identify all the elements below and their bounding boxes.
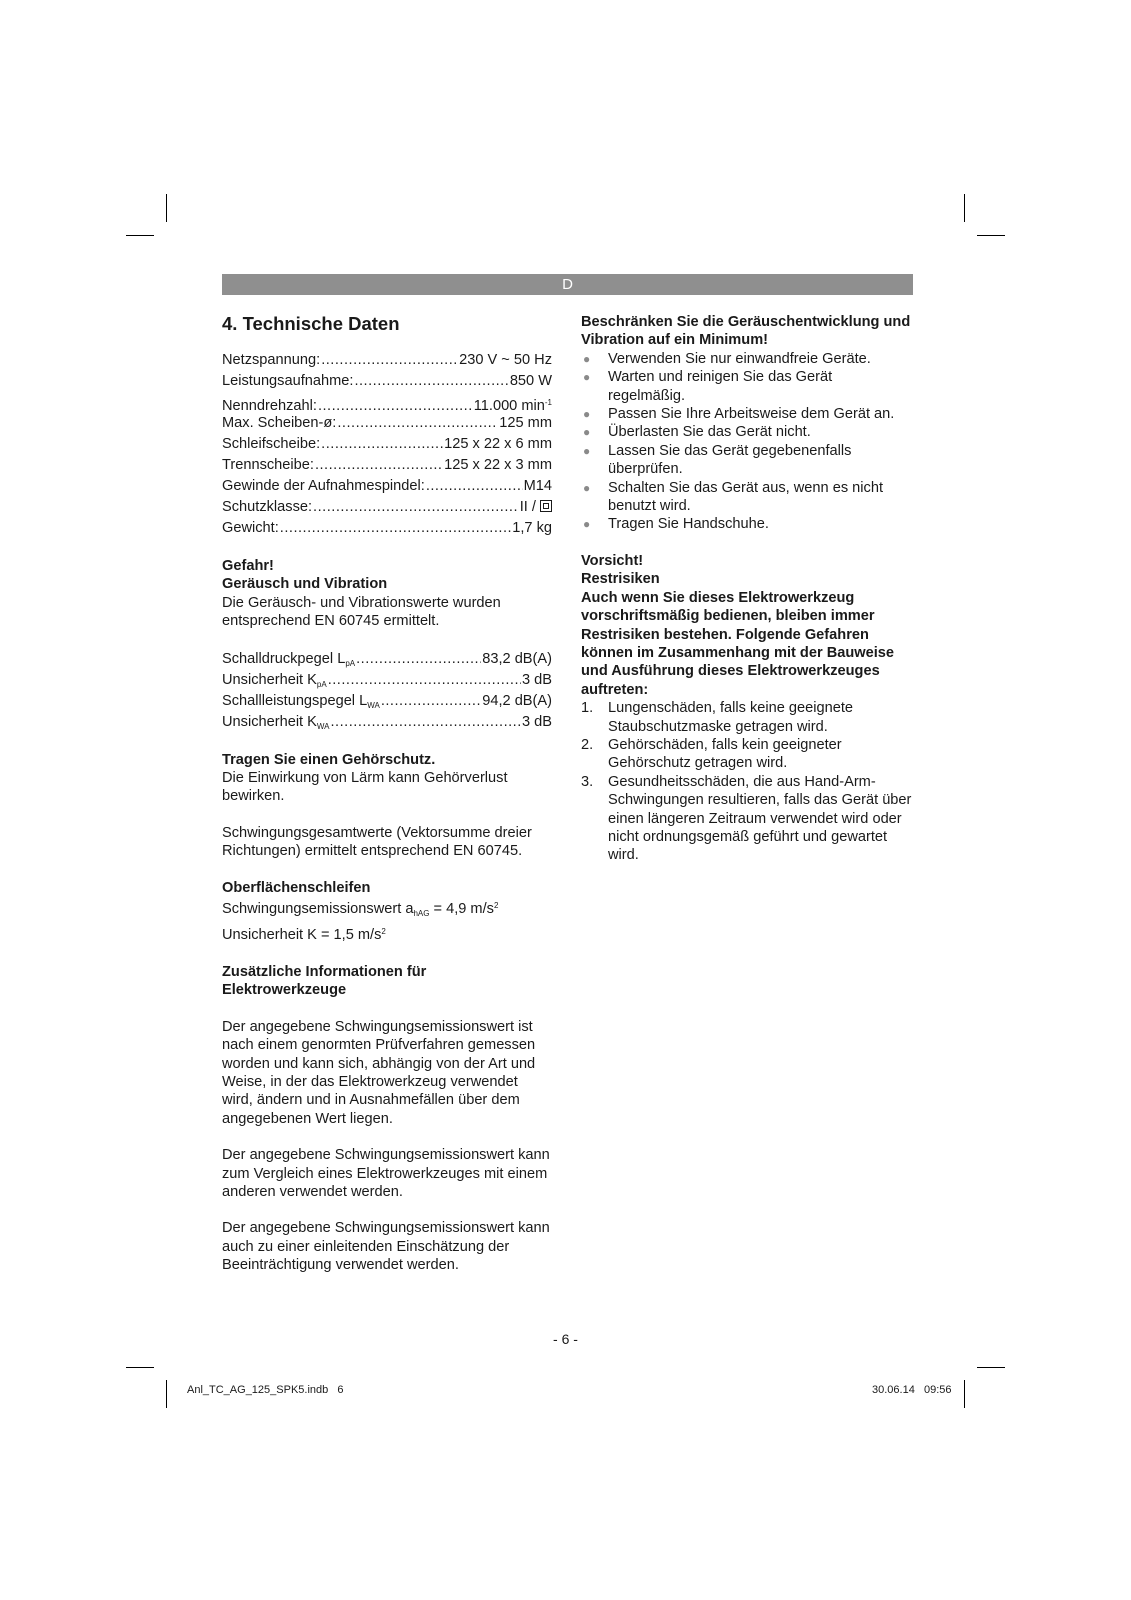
spec-value: 3 dB xyxy=(521,671,552,688)
spec-label: Schalldruckpegel L xyxy=(222,650,346,667)
spec-row xyxy=(222,497,552,518)
spec-row xyxy=(222,691,552,712)
bullet-list xyxy=(581,350,913,534)
bullet-icon: ● xyxy=(583,351,591,366)
list-item: ● Passen Sie Ihre Arbeitsweise dem Gerät an. xyxy=(583,406,895,423)
spec-value: 11.000 min xyxy=(473,398,545,414)
noise-heading: Geräusch und Vibration xyxy=(222,576,388,593)
bullet-icon: ● xyxy=(583,517,591,532)
spec-list xyxy=(222,350,552,539)
danger-heading: Gefahr! xyxy=(222,558,274,574)
crop-mark xyxy=(964,194,965,222)
crop-mark xyxy=(166,1380,167,1408)
spec-value: 230 V ~ 50 Hz xyxy=(459,352,552,368)
list-item: 1. Lungenschäden, falls keine geeignete Staubschutzmaske getragen wird. xyxy=(581,700,854,735)
spec-value: 125 x 22 x 3 mm xyxy=(444,457,552,473)
spec-row xyxy=(222,434,552,455)
spec-label: Unsicherheit K xyxy=(222,713,317,730)
surface-line-2: Unsicherheit K = 1,5 $m/s^2$ xyxy=(222,927,386,944)
spec-label: Schallleistungspegel L xyxy=(222,692,368,709)
surface-line-1: Schwingungsemissionswert $a_{hAG} = 4,9$ $m/s^2$ xyxy=(222,901,499,919)
spec-row xyxy=(222,455,552,476)
language-header-bar xyxy=(222,274,913,295)
spec-label: Schleifscheibe: xyxy=(222,436,321,452)
spec-row xyxy=(222,350,552,371)
hearing-text: Die Einwirkung von Lärm kann Gehörverlust bewirken. xyxy=(222,770,508,805)
bullet-icon: ● xyxy=(583,370,591,385)
risks-text: Auch wenn Sie dieses Elektrowerkzeug vorschriftsmäßig bedienen, bleiben immer Restrisiken bestehen. Folgende Gefahren können im Zusammenhang mit der Bauweise und Ausführung dieses Elektrowerkzeuges auftreten: xyxy=(581,589,895,698)
crop-mark xyxy=(964,1380,965,1408)
language-code: D xyxy=(562,276,573,293)
crop-mark xyxy=(126,235,154,236)
crop-mark xyxy=(977,1367,1005,1368)
crop-mark xyxy=(977,235,1005,236)
spec-row xyxy=(222,670,552,691)
section-title: 4. Technische Daten xyxy=(222,313,400,334)
extra-paragraph: Der angegebene Schwingungsemissionswert ist nach einem genormten Prüfverfahren gemessen worden und kann sich, abhängig von der Art und Weise, in der das Elektrowerkzeug verwendet wird, ändern und in Ausnahmefällen über dem angegebenen Wert liegen. xyxy=(222,1018,536,1127)
vibration-text: Schwingungsgesamtwerte (Vektorsumme dreier Richtungen) ermittelt entsprechend EN 60745. xyxy=(222,824,532,860)
hearing-heading: Tragen Sie einen Gehörschutz. xyxy=(222,751,436,768)
spec-row xyxy=(222,649,552,670)
bullet-icon: ● xyxy=(583,425,591,440)
risks-heading: Restrisiken xyxy=(581,571,660,588)
crop-mark xyxy=(126,1367,154,1368)
list-item: ● Schalten Sie das Gerät aus, wenn es nicht benutzt wird. xyxy=(583,479,884,515)
surface-heading: Oberflächenschleifen xyxy=(222,879,371,896)
spec-value: 850 W xyxy=(509,373,552,389)
list-item: ● Tragen Sie Handschuhe. xyxy=(583,516,769,533)
spec-value: 94,2 dB(A) xyxy=(482,692,552,709)
spec-label: Trennscheibe: xyxy=(222,457,314,473)
extra-paragraph: Der angegebene Schwingungsemissionswert kann auch zu einer einleitenden Einschätzung der Beeinträchtigung verwendet werden. xyxy=(222,1220,550,1274)
spec-label-sub: pA xyxy=(316,679,327,689)
spec-label-sub: WA xyxy=(367,700,380,710)
right-column xyxy=(581,313,913,865)
spec-value: II / xyxy=(519,499,540,515)
crop-mark xyxy=(166,194,167,222)
spec-label-sub: WA xyxy=(316,721,330,731)
bullet-icon: ● xyxy=(583,480,591,495)
page-number: - 6 - xyxy=(553,1331,578,1347)
noise-text: Die Geräusch- und Vibrationswerte wurden entsprechend EN 60745 ermittelt. xyxy=(222,594,501,630)
spec-value: 1,7 kg xyxy=(512,520,552,536)
list-item: ● Verwenden Sie nur einwandfreie Geräte. xyxy=(583,350,871,367)
spec-value: M14 xyxy=(523,478,552,494)
list-item: ● Warten und reinigen Sie das Gerät regelmäßig. xyxy=(583,369,833,404)
spec-label-sub: pA xyxy=(345,658,356,668)
spec-value: 125 mm xyxy=(499,415,552,431)
footer-file: Anl_TC_AG_125_SPK5.indb 6 xyxy=(187,1384,344,1396)
left-column xyxy=(222,313,552,1275)
spec-row xyxy=(222,712,552,733)
spec-label: Leistungsaufnahme: xyxy=(222,373,354,389)
spec-label: Gewinde der Aufnahmespindel: xyxy=(222,478,425,494)
spec-value: 83,2 dB(A) xyxy=(482,650,552,667)
spec-row xyxy=(222,476,552,497)
spec-value: 3 dB xyxy=(521,713,552,730)
bullet-icon: ● xyxy=(583,407,591,422)
footer-date: 30.06.14 09:56 xyxy=(872,1384,952,1396)
spec-row xyxy=(222,392,552,413)
noise-spec-list xyxy=(222,649,552,733)
limit-heading: Beschränken Sie die Geräuschentwicklung und Vibration auf ein Minimum! xyxy=(581,314,911,349)
spec-label: Max. Scheiben-ø: xyxy=(222,415,337,431)
spec-row xyxy=(222,413,552,434)
risk-list xyxy=(581,699,913,865)
spec-label: Schutzklasse: xyxy=(222,499,313,515)
list-item: 2. Gehörschäden, falls kein geeigneter Gehörschutz getragen wird. xyxy=(581,736,842,772)
list-item: ● Lassen Sie das Gerät gegebenenfalls überprüfen. xyxy=(583,442,852,478)
list-item: ● Überlasten Sie das Gerät nicht. xyxy=(583,424,811,441)
bullet-icon: ● xyxy=(583,443,591,458)
list-item: 3. Gesundheitsschäden, die aus Hand-Arm-Schwingungen resultieren, falls das Gerät über einen längeren Zeitraum verwendet wird oder nicht ordnungsgemäß geführt und gewartet wird. xyxy=(581,773,912,864)
extra-paragraph: Der angegebene Schwingungsemissionswert kann zum Vergleich eines Elektrowerkzeuges mit einem anderen verwendet werden. xyxy=(222,1147,550,1200)
spec-row xyxy=(222,518,552,539)
spec-label: Gewicht: xyxy=(222,520,279,536)
caution-heading: Vorsicht! xyxy=(581,552,644,569)
spec-label: Unsicherheit K xyxy=(222,671,317,688)
spec-value-sup: -1 xyxy=(544,398,552,407)
extra-info-heading: Zusätzliche Informationen für Elektrowerkzeuge xyxy=(222,963,427,999)
protection-class-icon xyxy=(540,500,552,512)
spec-row xyxy=(222,371,552,392)
spec-label: Netzspannung: xyxy=(222,352,321,368)
spec-value: 125 x 22 x 6 mm xyxy=(444,436,552,452)
spec-label: Nenndrehzahl: xyxy=(222,398,317,414)
